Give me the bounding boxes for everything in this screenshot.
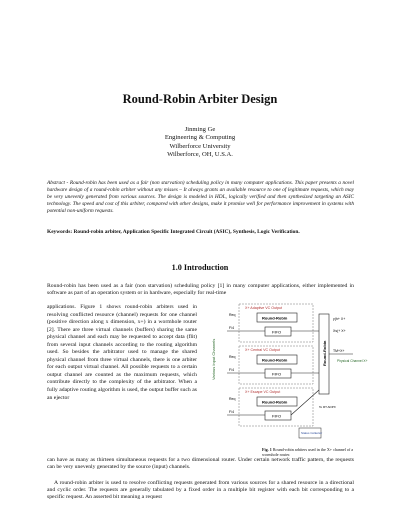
physical-arbiter-label: Round-Robin [322, 340, 327, 366]
f-label-3: F/4 [229, 410, 235, 414]
author-block [0, 126, 400, 160]
vc-label-escape: X+ Escape VC Output [245, 390, 281, 394]
output-label-2: Xs(+ X+ [333, 329, 346, 333]
author-dept: Engineering & Computing [164, 134, 236, 142]
status-collector-label: Status Collector [301, 431, 323, 435]
intro-column-text: applications. Figure 1 shows round-robin arbiters used in resolving conflicted resource (channel) requests for one channel (positive direction along x dimension, x+) in a wormhole router [2]. There are three virtual channels (buffers) sharing the same physical channel and each may be requested to accept data (flit) from several input channels according to the routing algorithm used. So besides the arbitrator used to manage the shared physical channel from three virtual channels, there is one arbiter for each output virtual channel. All possible requests to a certain output channel are counted as the maximum requests, which contribute directly to the complexity of the arbitrator. When a fully adaptive routing algorithm is used, the output buffer such as an ejector [47, 304, 197, 401]
figure-1 [207, 300, 368, 446]
inputs-label: Various Input Channels [211, 338, 216, 380]
req-label-3: Req [229, 397, 236, 401]
vc-block-central [227, 346, 313, 384]
abstract: Abstract - Round-robin has been used as a fair (non starvation) scheduling policy in many computer applications. This paper presents a novel hardware design of a round-robin arbiter without any misses – It always grants an available resource to one of legitimate requests, which may be very unevenly generated from various sources. The design is modeled in HDL, logically verified and then synthesized targeting an ASIC technology. The speed and cost of this arbiter, compared with other designs, make it promise well for performance improvement in systems with potential non-uniform requests. [47, 180, 354, 214]
keywords [47, 229, 354, 236]
caption-label: Fig. 1 [262, 447, 272, 452]
fifo-label-2: FIFO [272, 371, 282, 377]
physical-channel-label: Physical Channel X+ [337, 359, 368, 363]
intro-paragraph-2: can have as many as thirteen simultaneous requests for a two dimensional router. Under certain network traffic pattern, the requests can be very unevenly generated by the source (input) channels. [47, 457, 354, 471]
author-location: Wilberforce, OH, U.S.A. [167, 151, 233, 159]
vc-block-adaptive [227, 304, 313, 342]
output-label-1: y(h+ X+ [333, 317, 346, 321]
arbiter-label-3: Round-Robin [262, 399, 288, 405]
caption-text: Round-robin arbiters used in the X+ channel of a wormhole router. [262, 447, 354, 457]
figure-caption [262, 447, 354, 457]
keywords-label: Keywords: [47, 229, 73, 235]
paper-title: Round-Robin Arbiter Design [122, 92, 278, 106]
f-label-1: F/4 [229, 326, 235, 330]
fifo-label-3: FIFO [272, 413, 282, 419]
arbiter-label-2: Round-Robin [262, 357, 288, 363]
intro-paragraph-1: Round-robin has been used as a fair (non starvation) scheduling policy [1] in many computer applications, either implemented in software as part of an operation system or in hardware, especially for real-time [47, 283, 354, 297]
f-label-2: F/4 [229, 368, 235, 372]
author-name: Jinming Ge [184, 126, 216, 133]
req-label-2: Req [229, 355, 236, 359]
vc-label-central: X+ Central VC Output [245, 348, 280, 352]
fifo-label-1: FIFO [272, 329, 282, 335]
section-heading: 1.0 Introduction [171, 263, 229, 272]
intro-paragraph-3: A round-robin arbiter is used to resolve conflicting requests generated from various sources for a shared resource in a directional and cyclic order. The requests are generally tabulated by a fixed order in a multiple bit register with each bit corresponding to a specific request. An asserted bit meaning a request [47, 480, 354, 501]
vc-label-adaptive: X+ Adaptive VC Output [245, 306, 283, 310]
output-label-3: TM+X+ [333, 349, 345, 353]
to-rt-label: To RT ADPX [319, 405, 336, 409]
req-label-1: Req [229, 313, 236, 317]
keywords-list: Round-robin arbiter, Application Specific Integrated Circuit (ASIC), Synthesis, Logic Verification. [73, 229, 300, 235]
author-univ: Wilberforce University [169, 142, 231, 150]
arbiter-label-1: Round-Robin [262, 315, 288, 321]
router-diagram [207, 300, 368, 446]
